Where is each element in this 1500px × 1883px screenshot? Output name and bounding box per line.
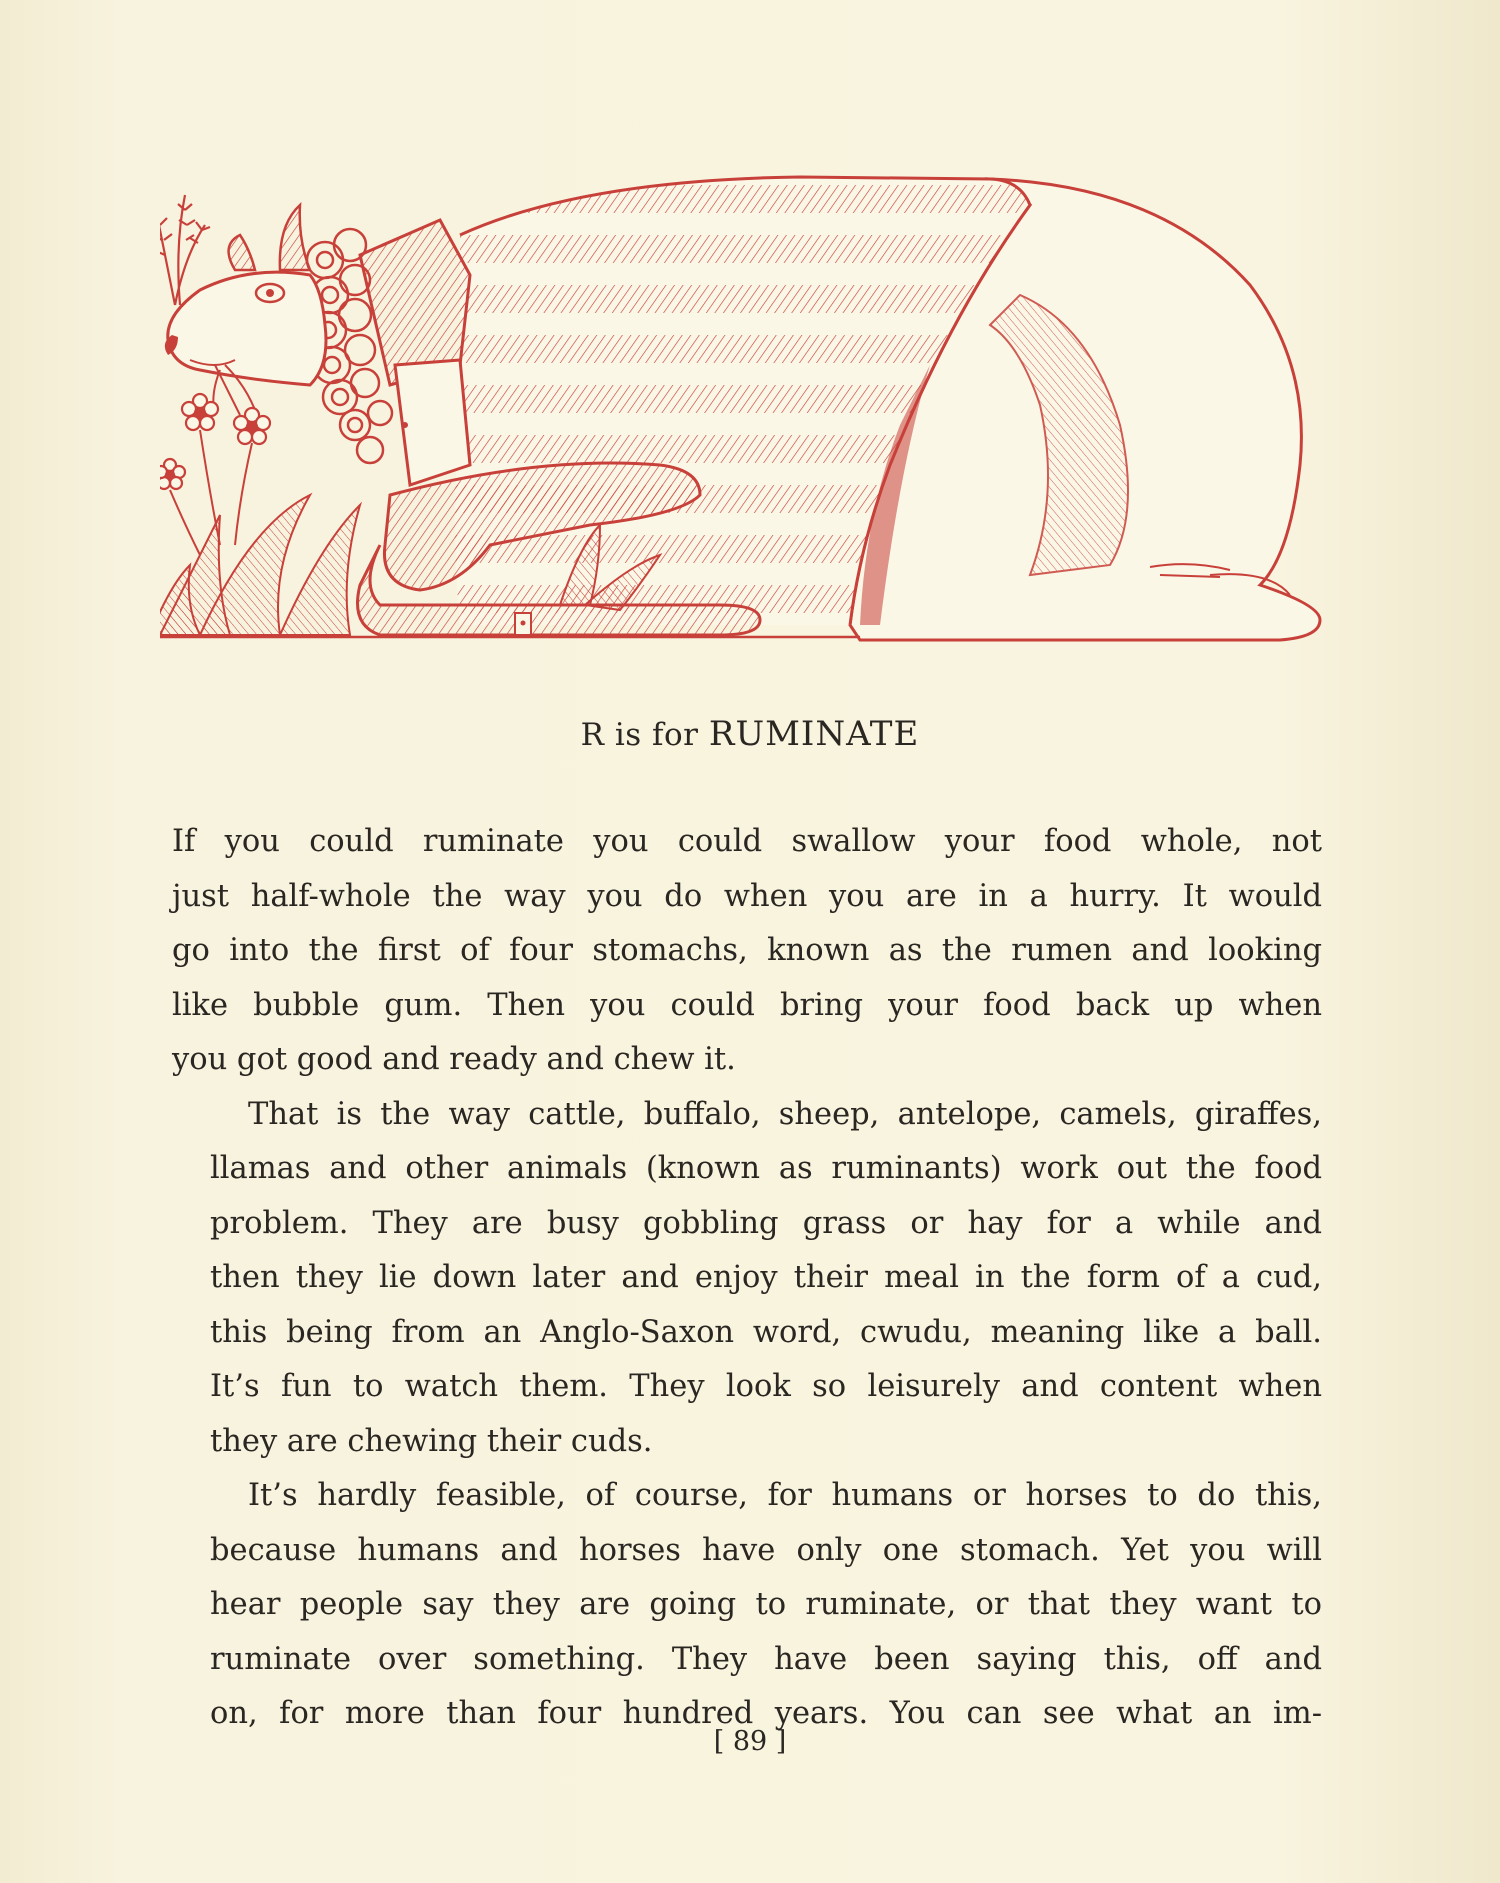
head [168,272,326,385]
title-word: RUMINATE [708,714,920,754]
text-line: hear people say they are going to ruminate, or that they want to [210,1587,1322,1622]
text-line: then they lie down later and enjoy their meal in the form of a cud, [210,1260,1322,1295]
text-line: go into the first of four stomachs, known as the rumen and looking [172,933,1322,968]
text-line: you got good and ready and chew it. [172,1042,736,1077]
text-line: problem. They are busy gobbling grass or hay for a while and [210,1205,1322,1241]
text-line: this being from an Anglo-Saxon word, cwudu, meaning like a ball. [210,1314,1322,1350]
paragraph-1 [172,815,1322,1088]
paragraph-3 [172,1469,1322,1742]
text-line: just half-whole the way you do when you are in a hurry. It would [172,878,1322,914]
text-line: ruminate over something. They have been saying this, off and [210,1641,1322,1677]
paragraph-2 [172,1088,1322,1470]
page-number: [ 89 ] [713,1726,787,1757]
text-line: That is the way cattle, buffalo, sheep, antelope, camels, giraffes, [248,1096,1322,1132]
text-line: because humans and horses have only one stomach. Yet you will [210,1532,1322,1568]
text-line: they are chewing their cuds. [210,1423,653,1459]
body-text [172,815,1322,1742]
text-line: llamas and other animals (known as ruminants) work out the food [210,1151,1322,1186]
text-line: It’s hardly feasible, of course, for humans or horses to do this, [248,1478,1322,1513]
text-line: like bubble gum. Then you could bring your food back up when [172,987,1322,1023]
text-line: It’s fun to watch them. They look so leisurely and content when [210,1369,1322,1404]
title-prefix: R is for [580,717,699,753]
text-line: If you could ruminate you could swallow your food whole, not [172,824,1322,859]
page-title [0,714,1500,754]
flowers [160,394,270,489]
text-line: on, for more than four hundred years. You can see what an im- [210,1696,1322,1731]
ruminant-illustration [160,165,1350,645]
